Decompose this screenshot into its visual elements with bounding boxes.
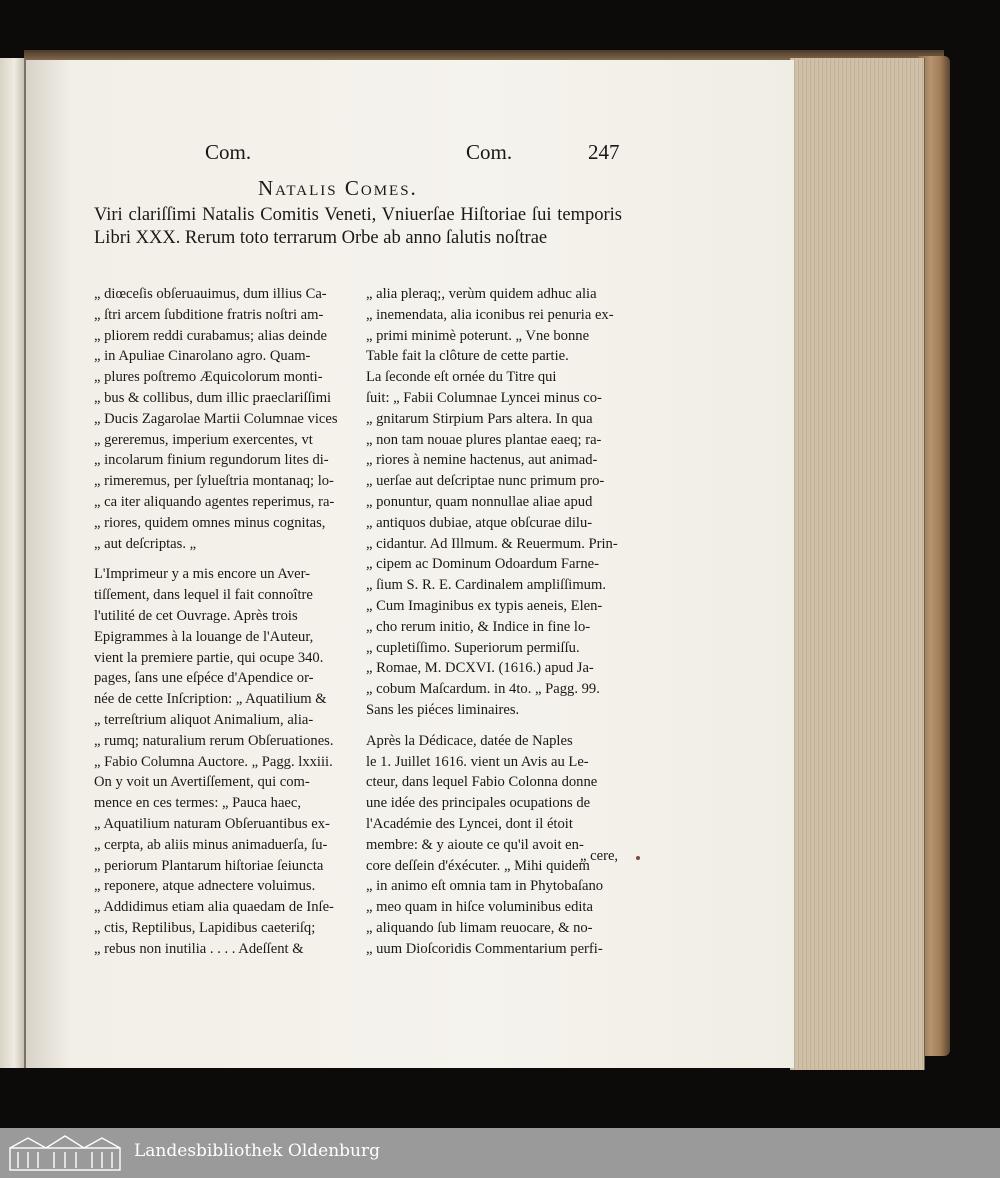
text-line: La ſeconde eſt ornée du Titre qui — [366, 369, 557, 386]
text-line: „ cerpta, ab aliis minus animaduerſa, ſu- — [94, 836, 328, 853]
text-line: core deſſein d'éxécuter. „ Mihi quidem — [366, 857, 590, 874]
text-line: „ uerſae aut deſcriptae nunc primum pro- — [366, 473, 605, 490]
text-line: „ ponuntur, quam nonnullae aliae apud — [366, 493, 593, 510]
text-line: „ inemendata, alia iconibus rei penuria ex- — [366, 306, 614, 323]
text-line: née de cette Inſcription: „ Aquatilium & — [94, 691, 327, 708]
text-line: „ aliquando ſub limam reuocare, & no- — [366, 919, 593, 936]
text-line: „ uum Dioſcoridis Commentarium perfi- — [366, 940, 603, 957]
text-line: „ Aquatilium naturam Obſeruantibus ex- — [94, 815, 330, 832]
text-line: L'Imprimeur y a mis encore un Aver- — [94, 566, 311, 583]
text-line: „ meo quam in hiſce voluminibus edita — [366, 899, 593, 916]
text-line: Après la Dédicace, datée de Naples — [366, 732, 573, 749]
text-line: Epigrammes à la louange de l'Auteur, — [94, 628, 314, 645]
text-line: „ riores, quidem omnes minus cognitas, — [94, 514, 326, 531]
text-line: l'Académie des Lyncei, dont il étoit — [366, 815, 573, 832]
text-line: „ antiquos dubiae, atque obſcurae dilu- — [366, 514, 593, 531]
text-line: „ primi minimè poterunt. „ Vne bonne — [366, 327, 590, 344]
text-line: le 1. Juillet 1616. vient un Avis au Le- — [366, 753, 589, 770]
library-name: Landesbibliothek Oldenburg — [134, 1141, 381, 1161]
text-line: mence en ces termes: „ Pauca haec, — [94, 795, 302, 812]
text-line: „ bus & collibus, dum illic praeclariſſimi — [94, 389, 332, 406]
text-line: „ cipem ac Dominum Odoardum Farne- — [366, 556, 600, 573]
footer-bar — [0, 1128, 1000, 1178]
left-text-column — [94, 284, 352, 960]
text-line: l'utilité de cet Ouvrage. Après trois — [94, 607, 298, 624]
text-line: „ rimeremus, per ſylueſtria montanaq; lo- — [94, 473, 334, 490]
text-line: „ ſtri arcem ſubditione fratris noſtri am- — [94, 306, 324, 323]
text-line: Sans les piéces liminaires. — [366, 701, 520, 718]
text-line: „ plures poſtremo Æquicolorum monti- — [94, 369, 323, 386]
text-line: Table fait la clôture de cette partie. — [366, 348, 569, 365]
text-line: „ aut deſcriptas. „ — [94, 535, 197, 552]
text-line: „ alia pleraq;, verùm quidem adhuc alia — [366, 286, 597, 302]
text-line: „ cidantur. Ad Illmum. & Reuermum. Prin- — [366, 535, 618, 552]
text-line: „ in Apuliae Cinarolano agro. Quam- — [94, 348, 311, 365]
entry-intro: Viri clariſſimi Natalis Comitis Veneti, Vniuerſae Hiſtoriae ſui temporis Libri XXX. Rerum toto terrarum Orbe ab anno ſalutis noſtrae — [94, 205, 622, 248]
text-line: ſuit: „ Fabii Columnae Lyncei minus co- — [366, 389, 602, 406]
page-block-edge — [790, 58, 925, 1070]
text-line: une idée des principales ocupations de — [366, 795, 591, 812]
text-line: tiſſement, dans lequel il fait connoître — [94, 587, 313, 604]
text-line: „ reponere, atque adnectere voluimus. — [94, 878, 316, 895]
text-line: „ ca iter aliquando agentes reperimus, ra- — [94, 493, 335, 510]
text-line: „ diœceſis obſeruauimus, dum illius Ca- — [94, 286, 327, 302]
text-line: „ terreſtrium aliquot Animalium, alia- — [94, 711, 314, 728]
library-building-icon — [8, 1134, 122, 1172]
text-line: „ in animo eſt omnia tam in Phytobaſano — [366, 878, 604, 895]
text-line: „ periorum Plantarum hiſtoriae ſeiuncta — [94, 857, 324, 874]
text-line — [94, 554, 352, 564]
text-line: „ non tam nouae plures plantae eaeq; ra- — [366, 431, 602, 448]
text-line: „ ſium S. R. E. Cardinalem ampliſſimum. — [366, 577, 606, 594]
text-line: „ Ducis Zagarolae Martii Columnae vices — [94, 410, 338, 427]
entry-title: Natalis Comes. — [258, 176, 418, 200]
text-line: „ incolarum finium regundorum lites di- — [94, 452, 329, 469]
text-line: „ cho rerum initio, & Indice in fine lo- — [366, 618, 591, 635]
text-line: „ Cum Imaginibus ex typis aeneis, Elen- — [366, 597, 603, 614]
text-line — [366, 721, 622, 731]
text-line: „ cupletiſſimo. Superiorum permiſſu. — [366, 639, 580, 656]
text-line: vient la premiere partie, qui ocupe 340. — [94, 649, 324, 666]
left-page-edge — [0, 58, 26, 1068]
text-line: pages, ſans une eſpéce d'Apendice or- — [94, 670, 314, 687]
text-line: On y voit un Avertiſſement, qui com- — [94, 774, 310, 791]
text-line: „ cobum Maſcardum. in 4to. „ Pagg. 99. — [366, 681, 600, 698]
text-line: „ rumq; naturalium rerum Obſeruationes. — [94, 732, 334, 749]
text-line: „ Addidimus etiam alia quaedam de Inſe- — [94, 899, 334, 916]
running-head-left: Com. — [205, 140, 252, 164]
text-line: „ ctis, Reptilibus, Lapidibus caeteriſq; — [94, 919, 316, 936]
catchword: „ cere, — [580, 848, 619, 864]
text-line: „ rebus non inutilia . . . . Adeſſent & — [94, 940, 304, 957]
text-line: cteur, dans lequel Fabio Colonna donne — [366, 774, 598, 791]
text-line: „ gnitarum Stirpium Pars altera. In qua — [366, 410, 593, 427]
page-number: 247 — [588, 140, 620, 164]
ink-spot — [636, 856, 640, 860]
text-line: „ pliorem reddi curabamus; alias deinde — [94, 327, 328, 344]
text-line: „ Fabio Columna Auctore. „ Pagg. lxxiii. — [94, 753, 333, 770]
text-line: „ riores à nemine hactenus, aut animad- — [366, 452, 598, 469]
text-line: „ Romae, M. DCXVI. (1616.) apud Ja- — [366, 660, 594, 677]
running-head-center: Com. — [466, 140, 513, 164]
text-line: „ gereremus, imperium exercentes, vt — [94, 431, 313, 448]
text-line: membre: & y aioute ce qu'il avoit en- — [366, 836, 584, 853]
